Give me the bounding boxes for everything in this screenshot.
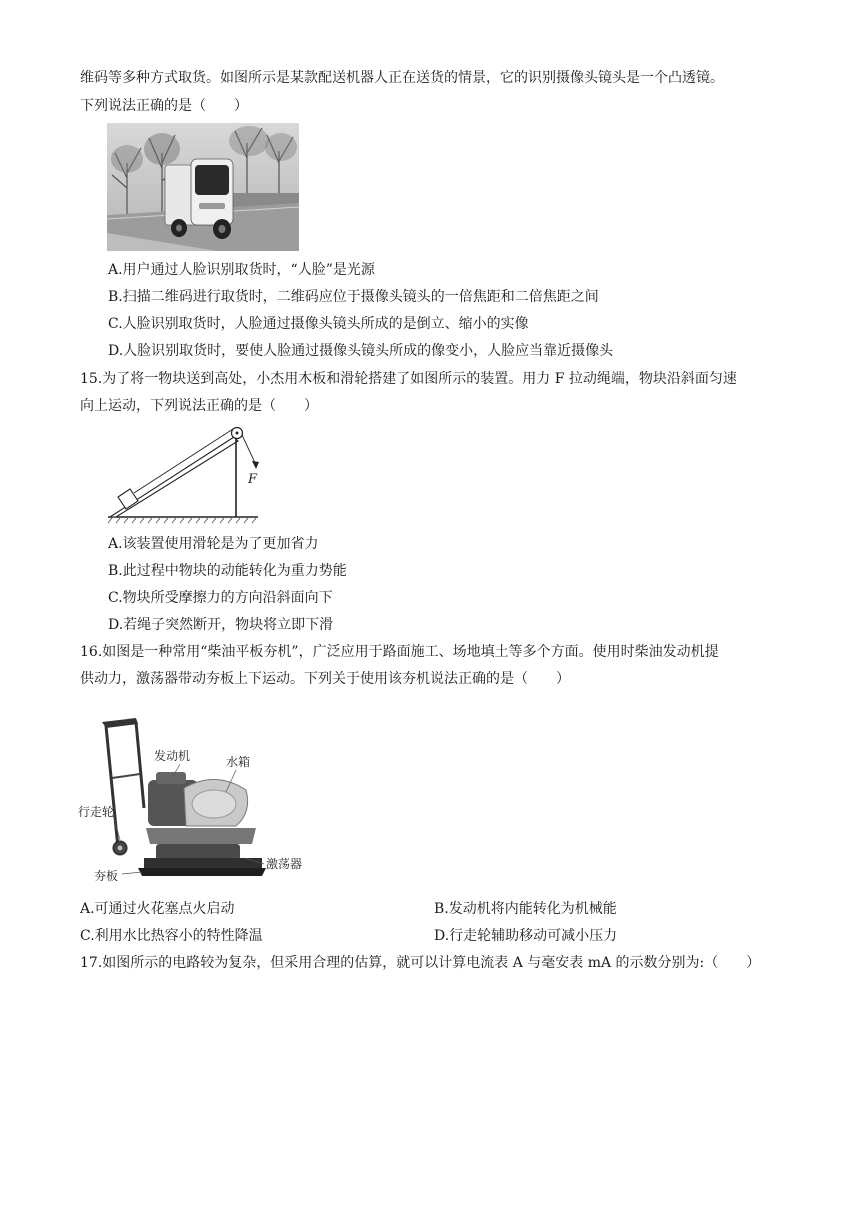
label-vibrator: 激荡器 [266,857,303,871]
q15-option-a: A.该装置使用滑轮是为了更加省力 [108,536,319,552]
q14-stem-line2: 下列说法正确的是（ ） [80,98,248,114]
plate-compactor-photo [76,708,316,888]
q15-option-c: C.物块所受摩擦力的方向沿斜面向下 [108,590,333,606]
q14-option-b: B.扫描二维码进行取货时，二维码应位于摄像头镜头的一倍焦距和二倍焦距之间 [108,289,599,305]
force-label: F [248,472,258,487]
q14-option-a: A.用户通过人脸识别取货时，“人脸”是光源 [108,262,375,278]
rope-end [242,435,256,465]
q16-option-a: A.可通过火花塞点火启动 [80,901,235,917]
label-wheel: 行走轮 [78,805,115,819]
q14-stem-line1: 维码等多种方式取货。如图所示是某款配送机器人正在送货的情景，它的识别摄像头镜头是一个凸透镜。 [80,70,724,86]
q16-stem-line2: 供动力，激荡器带动夯板上下运动。下列关于使用该夯机说法正确的是（ ） [80,671,570,687]
ground-hatching [108,518,256,523]
delivery-robot-photo [107,123,299,251]
force-arrow [252,461,259,469]
q16-option-b: B.发动机将内能转化为机械能 [434,901,617,917]
q15-stem-line1: 15.为了将一物块送到高处，小杰用木板和滑轮搭建了如图所示的装置。用力 F 拉动绳端，物块沿斜面匀速 [80,371,737,387]
rope [134,429,233,493]
q16-stem-line1: 16.如图是一种常用“柴油平板夯机”，广泛应用于路面施工、场地填土等多个方面。使用时柴油发动机提 [80,644,719,660]
q14-option-c: C.人脸识别取货时，人脸通过摄像头镜头所成的是倒立、缩小的实像 [108,316,529,332]
label-tank: 水箱 [226,755,251,769]
q17-stem-line1: 17.如图所示的电路较为复杂，但采用合理的估算，就可以计算电流表 A 与毫安表 mA 的示数分别为:（ ） [80,955,761,971]
label-engine: 发动机 [154,749,191,763]
q16-option-c: C.利用水比热容小的特性降温 [80,928,263,944]
q15-option-d: D.若绳子突然断开，物块将立即下滑 [108,617,334,633]
q16-option-d: D.行走轮辅助移动可减小压力 [434,928,618,944]
incline-pulley-diagram [106,421,260,525]
q15-stem-line2: 向上运动，下列说法正确的是（ ） [80,398,318,414]
q15-option-b: B.此过程中物块的动能转化为重力势能 [108,563,347,579]
q14-option-d: D.人脸识别取货时，要使人脸通过摄像头镜头所成的像变小，人脸应当靠近摄像头 [108,343,614,359]
label-plate: 夯板 [94,869,119,883]
